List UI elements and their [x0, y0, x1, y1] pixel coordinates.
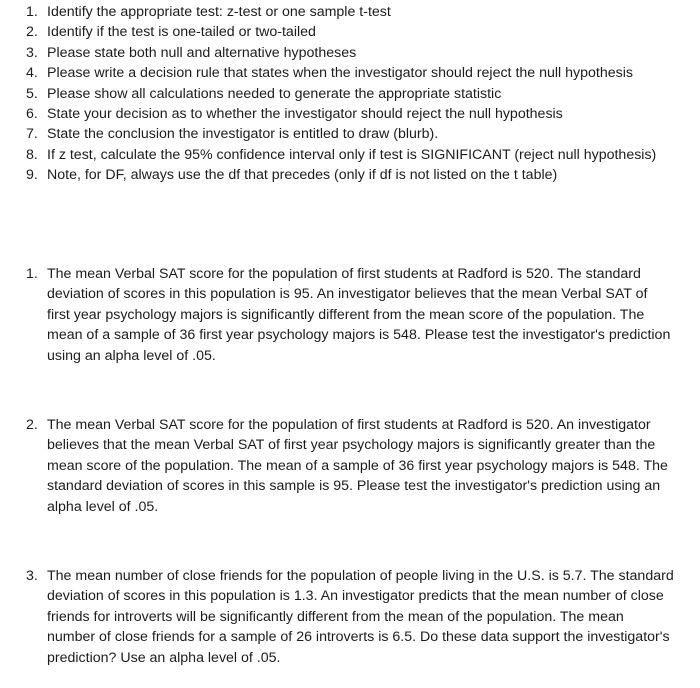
problem-line: using an alpha level of .05.	[47, 347, 216, 364]
instruction-item	[0, 2, 700, 22]
problem-number: 1.	[26, 266, 38, 282]
instruction-number: 1.	[26, 4, 38, 20]
instruction-item	[0, 22, 700, 42]
problem-text	[47, 415, 692, 517]
problem-3	[0, 566, 700, 668]
instruction-text: Identify if the test is one-tailed or two-tailed	[47, 24, 316, 41]
instruction-text: Identify the appropriate test: z-test or one sample t-test	[47, 4, 391, 20]
instruction-item	[0, 165, 700, 185]
problem-line: prediction? Use an alpha level of .05.	[47, 649, 281, 666]
instruction-number: 8.	[26, 146, 38, 163]
instruction-item	[0, 63, 700, 83]
instruction-text: State the conclusion the investigator is entitled to draw (blurb).	[47, 126, 439, 143]
problem-line: deviation of scores in this population is 95. An investigator believes that the mean Verbal SAT of	[47, 286, 648, 303]
instruction-item	[0, 104, 700, 124]
problem-line: alpha level of .05.	[47, 498, 159, 515]
problem-line: mean of a sample of 36 first year psychology majors is 548. Please test the investigator's prediction	[47, 327, 671, 344]
instruction-number: 2.	[26, 24, 38, 41]
instructions-list	[0, 2, 700, 186]
instruction-text: Note, for DF, always use the df that precedes (only if df is not listed on the t table)	[47, 167, 558, 184]
problem-line: The mean number of close friends for the population of people living in the U.S. is 5.7. The standard	[47, 568, 674, 584]
instruction-number: 6.	[26, 105, 38, 122]
instruction-number: 3.	[26, 44, 38, 61]
problem-line: number of close friends for a sample of 26 introverts is 6.5. Do these data support the investigator's	[47, 629, 670, 646]
instruction-text: Please state both null and alternative hypotheses	[47, 44, 357, 61]
problem-text	[47, 264, 692, 366]
problem-text	[47, 566, 692, 668]
instruction-text: Please show all calculations needed to generate the appropriate statistic	[47, 85, 502, 102]
problem-line: The mean Verbal SAT score for the population of first students at Radford is 520. An investigator	[47, 417, 651, 433]
problem-line: deviation of scores in this population is 1.3. An investigator predicts that the mean number of close	[47, 588, 664, 605]
instruction-number: 9.	[26, 167, 38, 184]
problem-number: 2.	[26, 417, 38, 433]
instruction-number: 4.	[26, 65, 38, 82]
problem-line: The mean Verbal SAT score for the population of first students at Radford is 520. The standard	[47, 266, 641, 282]
problem-line: mean score of the population. The mean of a sample of 36 first year psychology majors is 548. The	[47, 457, 668, 474]
problem-line: first year psychology majors is significantly different from the mean score of the population. The	[47, 306, 645, 323]
instruction-text: State your decision as to whether the investigator should reject the null hypothesis	[47, 105, 563, 122]
instruction-number: 7.	[26, 126, 38, 143]
instruction-text: Please write a decision rule that states when the investigator should reject the null hypothesis	[47, 65, 633, 82]
problem-line: friends for introverts will be significantly different from the mean of the population. The mean	[47, 608, 624, 625]
problem-number: 3.	[26, 568, 38, 584]
instruction-number: 5.	[26, 85, 38, 102]
instruction-item	[0, 145, 700, 165]
instruction-item	[0, 43, 700, 63]
instruction-item	[0, 124, 700, 144]
problem-line: standard deviation of scores in this sample is 95. Please test the investigator's prediction using an	[47, 478, 661, 495]
problem-1	[0, 264, 700, 366]
problem-line: believes that the mean Verbal SAT of first year psychology majors is significantly greater than the	[47, 437, 656, 454]
instruction-item	[0, 84, 700, 104]
instruction-text: If z test, calculate the 95% confidence interval only if test is SIGNIFICANT (reject null hypothesis)	[47, 146, 657, 163]
problem-2	[0, 415, 700, 517]
